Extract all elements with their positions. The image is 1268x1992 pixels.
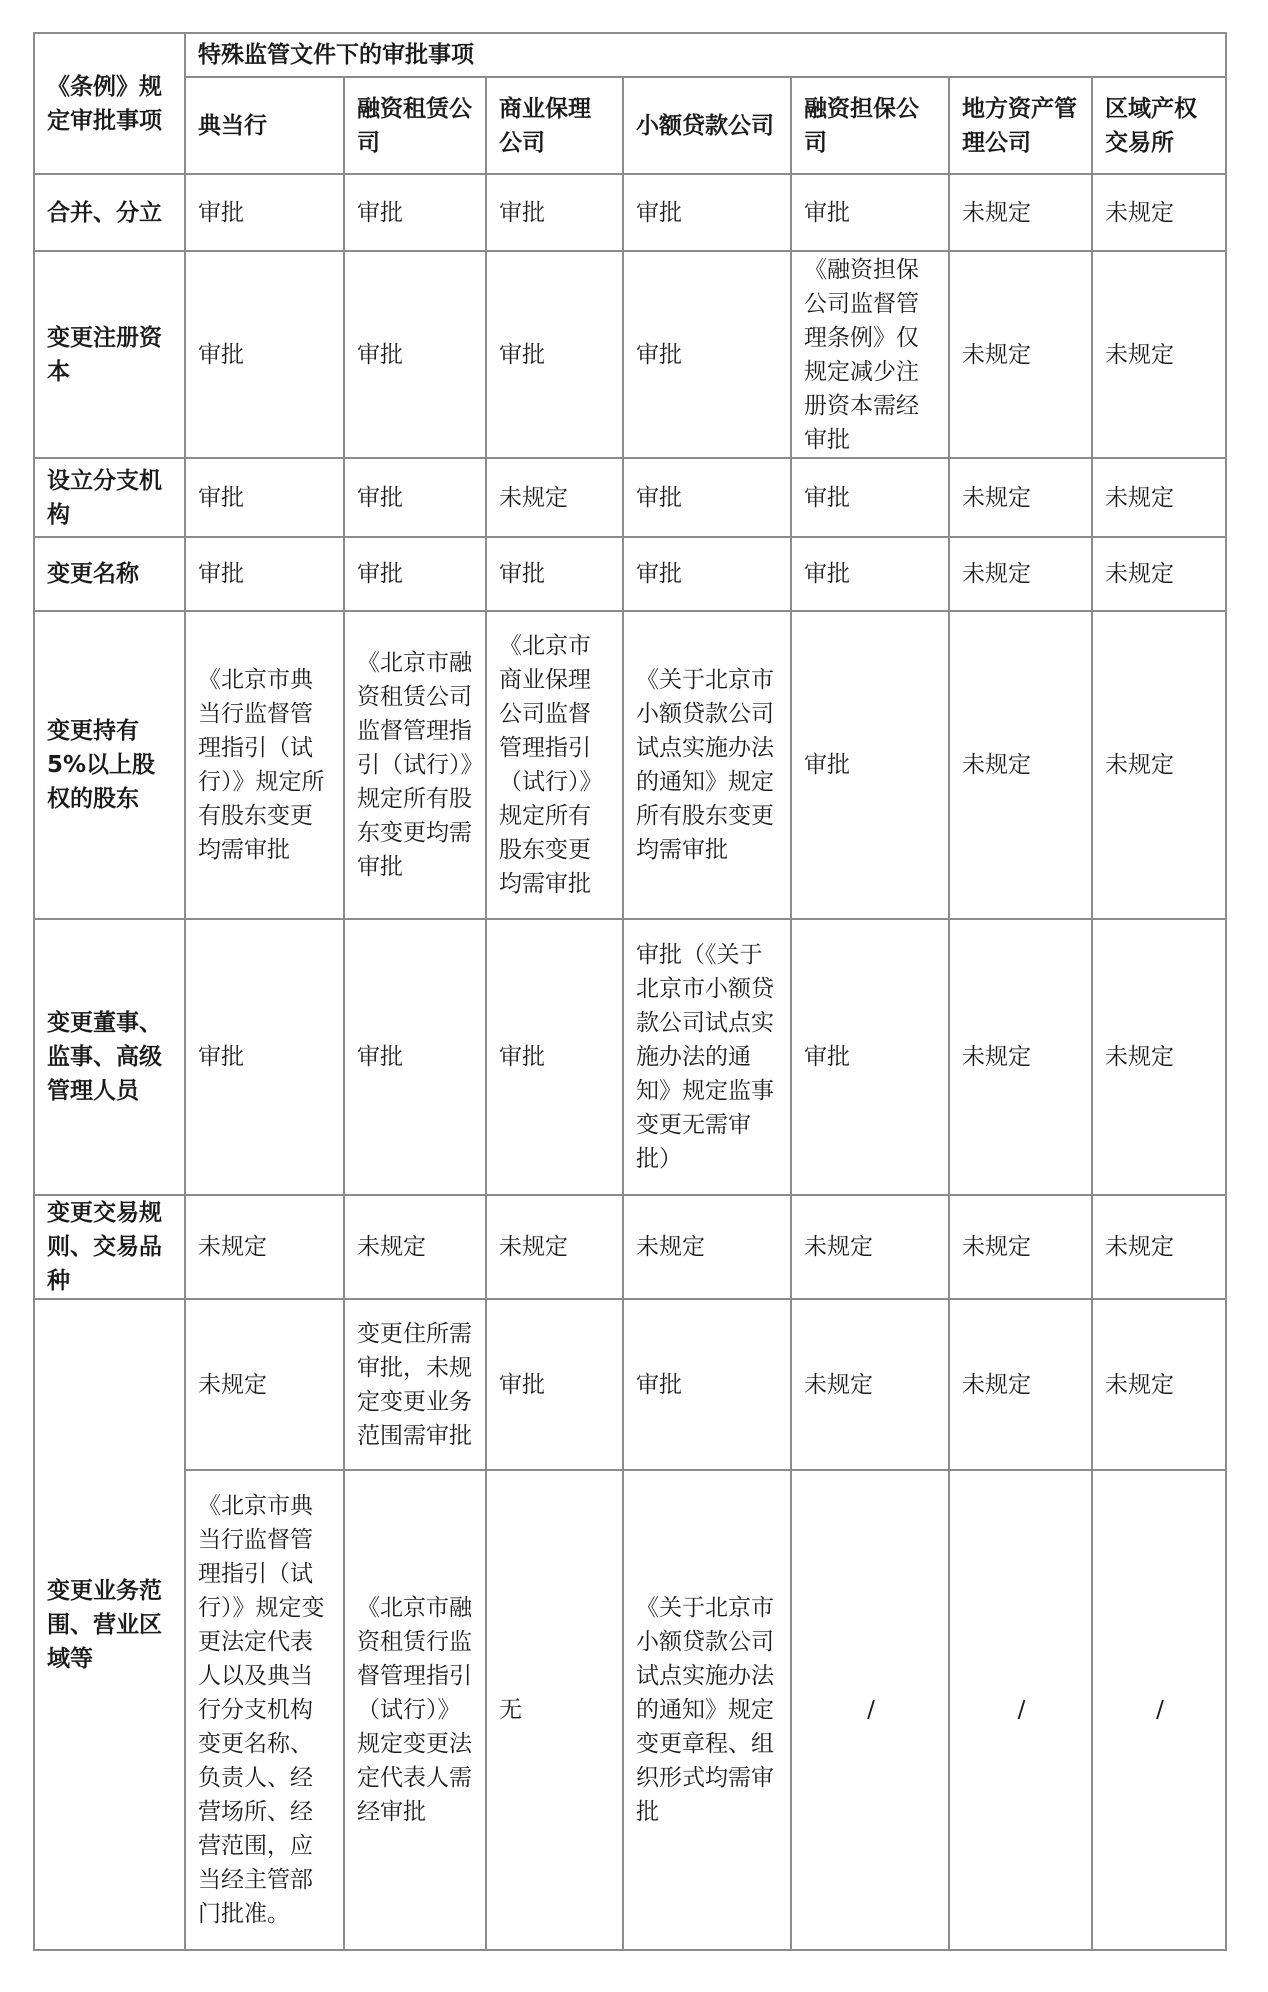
row-header: 合并、分立 [34, 174, 185, 251]
corner-header: 《条例》规定审批事项 [34, 33, 185, 174]
table-cell: 未规定 [949, 458, 1092, 537]
table-cell: 审批 [623, 537, 791, 611]
table-cell: 审批 [344, 919, 486, 1195]
table-cell: 审批 [185, 458, 344, 537]
table-cell: 审批 [791, 919, 949, 1195]
table-cell: 未规定 [791, 1195, 949, 1299]
row-header: 变更交易规则、交易品种 [34, 1195, 185, 1299]
table-cell: 审批 [791, 537, 949, 611]
table-cell: 未规定 [185, 1195, 344, 1299]
table-row [34, 1470, 1226, 1950]
table-cell: 未规定 [185, 1299, 344, 1470]
table-cell: 《北京市商业保理公司监督管理指引（试行）》规定所有股东变更均需审批 [486, 611, 623, 919]
table-cell: 审批 [623, 458, 791, 537]
row-header: 设立分支机构 [34, 458, 185, 537]
table-cell: 审批 [791, 174, 949, 251]
column-header: 区域产权交易所 [1092, 77, 1226, 174]
table-cell: 审批 [486, 174, 623, 251]
table-row [34, 611, 1226, 919]
table-row [34, 458, 1226, 537]
table-row [34, 919, 1226, 1195]
table-cell: 未规定 [1092, 611, 1226, 919]
table-cell: 审批 [486, 537, 623, 611]
table-cell: 未规定 [486, 1195, 623, 1299]
table-cell: 未规定 [949, 174, 1092, 251]
table-cell: / [1092, 1470, 1226, 1950]
table-cell: 审批（《关于北京市小额贷款公司试点实施办法的通知》规定监事变更无需审批） [623, 919, 791, 1195]
table-cell: 审批 [486, 919, 623, 1195]
table-cell: 审批 [623, 1299, 791, 1470]
table-cell: 未规定 [949, 919, 1092, 1195]
table-cell: 审批 [344, 537, 486, 611]
row-header: 变更持有5%以上股权的股东 [34, 611, 185, 919]
approval-matters-table [33, 32, 1227, 1951]
table-cell: 审批 [185, 251, 344, 458]
table-cell: 审批 [344, 458, 486, 537]
table-cell: 未规定 [623, 1195, 791, 1299]
table-cell: 审批 [185, 919, 344, 1195]
table-cell: 未规定 [1092, 537, 1226, 611]
column-header: 融资租赁公司 [344, 77, 486, 174]
table-cell: 未规定 [949, 537, 1092, 611]
table-cell: 审批 [791, 458, 949, 537]
row-header: 变更业务范围、营业区域等 [34, 1299, 185, 1950]
table-cell: 审批 [623, 251, 791, 458]
table-cell: 未规定 [949, 1299, 1092, 1470]
table-cell: 《融资担保公司监督管理条例》仅规定减少注册资本需经审批 [791, 251, 949, 458]
table-cell: 《关于北京市小额贷款公司试点实施办法的通知》规定变更章程、组织形式均需审批 [623, 1470, 791, 1950]
table-cell: 未规定 [1092, 919, 1226, 1195]
table-cell: 《关于北京市小额贷款公司试点实施办法的通知》规定所有股东变更均需审批 [623, 611, 791, 919]
table-cell: 未规定 [486, 458, 623, 537]
column-header: 融资担保公司 [791, 77, 949, 174]
table-cell: 未规定 [949, 1195, 1092, 1299]
table-cell: 未规定 [949, 251, 1092, 458]
table-cell: 《北京市融资租赁公司监督管理指引（试行）》规定所有股东变更均需审批 [344, 611, 486, 919]
table-cell: 审批 [185, 537, 344, 611]
table-cell: 审批 [623, 174, 791, 251]
column-header: 典当行 [185, 77, 344, 174]
group-header: 特殊监管文件下的审批事项 [185, 33, 1226, 77]
table-cell: / [949, 1470, 1092, 1950]
table-cell: 《北京市典当行监督管理指引（试行）》规定变更法定代表人以及典当行分支机构变更名称、负责人、经营场所、经营范围，应当经主管部门批准。 [185, 1470, 344, 1950]
table-cell: 未规定 [344, 1195, 486, 1299]
table-cell: 未规定 [1092, 1195, 1226, 1299]
table-cell: 审批 [486, 1299, 623, 1470]
table-cell: 无 [486, 1470, 623, 1950]
table-cell: 审批 [486, 251, 623, 458]
table-cell: 未规定 [949, 611, 1092, 919]
table-cell: 审批 [791, 611, 949, 919]
table-cell: 未规定 [1092, 458, 1226, 537]
table-row [34, 1299, 1226, 1470]
row-header: 变更董事、监事、高级管理人员 [34, 919, 185, 1195]
table-cell: 《北京市融资租赁行监督管理指引（试行）》规定变更法定代表人需经审批 [344, 1470, 486, 1950]
table-cell: 《北京市典当行监督管理指引（试行）》规定所有股东变更均需审批 [185, 611, 344, 919]
column-header: 地方资产管理公司 [949, 77, 1092, 174]
row-header: 变更注册资本 [34, 251, 185, 458]
table-row [34, 1195, 1226, 1299]
table-cell: 审批 [344, 174, 486, 251]
table-cell: 未规定 [1092, 1299, 1226, 1470]
table-cell: 审批 [185, 174, 344, 251]
table-cell: / [791, 1470, 949, 1950]
column-header: 商业保理公司 [486, 77, 623, 174]
table-cell: 变更住所需审批，未规定变更业务范围需审批 [344, 1299, 486, 1470]
table-row [34, 537, 1226, 611]
table-row [34, 251, 1226, 458]
table-cell: 审批 [344, 251, 486, 458]
row-header: 变更名称 [34, 537, 185, 611]
table-cell: 未规定 [1092, 174, 1226, 251]
table-row [34, 174, 1226, 251]
table-cell: 未规定 [791, 1299, 949, 1470]
column-header: 小额贷款公司 [623, 77, 791, 174]
table-cell: 未规定 [1092, 251, 1226, 458]
